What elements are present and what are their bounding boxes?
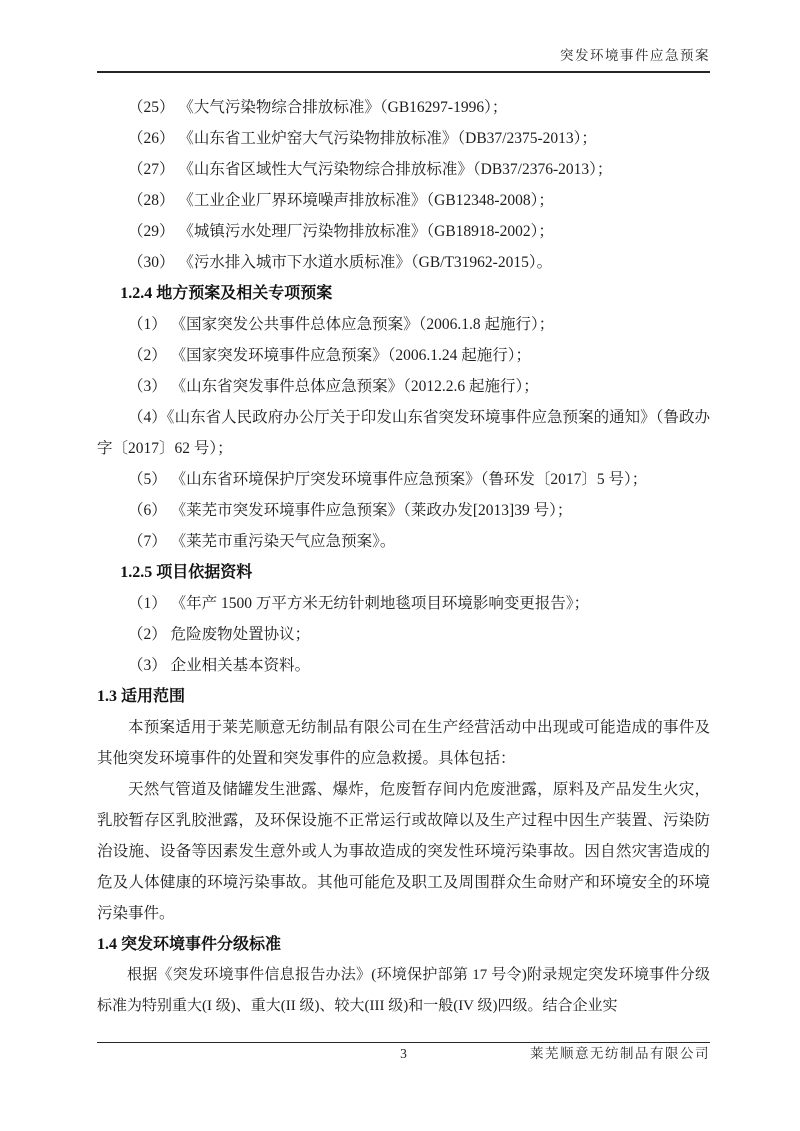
standard-item-28: （28） 《工业企业厂界环境噪声排放标准》（GB12348-2008）； <box>128 192 554 209</box>
section-heading-1-2-4: 1.2.4 地方预案及相关专项预案 <box>120 285 333 302</box>
document-body <box>97 92 710 1022</box>
standard-item-26: （26） 《山东省工业炉窑大气污染物排放标准》（DB37/2375-2013）； <box>128 130 597 147</box>
standard-item-29: （29） 《城镇污水处理厂污染物排放标准》（GB18918-2002）； <box>128 223 554 240</box>
section-heading-1-2-5: 1.2.5 项目依据资料 <box>120 564 253 581</box>
standard-item-25: （25） 《大气污染物综合排放标准》（GB16297-1996）； <box>128 99 508 116</box>
header-rule <box>97 71 710 73</box>
local-plan-item-5: （5） 《山东省环境保护厅突发环境事件应急预案》（鲁环发〔2017〕5 号）； <box>128 471 648 488</box>
local-plan-item-3: （3） 《山东省突发事件总体应急预案》（2012.2.6 起施行）； <box>128 378 539 395</box>
project-ref-item-3: （3） 企业相关基本资料。 <box>128 657 311 674</box>
local-plan-item-4: （4）《山东省人民政府办公厅关于印发山东省突发环境事件应急预案的通知》（鲁政办字〔2017〕62 号）； <box>97 409 710 457</box>
local-plan-item-1: （1） 《国家突发公共事件总体应急预案》（2006.1.8 起施行）； <box>128 316 555 333</box>
section-heading-1-3: 1.3 适用范围 <box>97 688 186 705</box>
local-plan-item-2: （2） 《国家突发环境事件应急预案》（2006.1.24 起施行）； <box>128 347 532 364</box>
local-plan-item-7: （7） 《莱芜市重污染天气应急预案》。 <box>128 533 396 550</box>
page-header <box>97 44 710 73</box>
header-title: 突发环境事件应急预案 <box>560 48 710 63</box>
standard-item-27: （27） 《山东省区域性大气污染物综合排放标准》（DB37/2376-2013）； <box>128 161 613 178</box>
section-heading-1-4: 1.4 突发环境事件分级标准 <box>97 936 282 953</box>
page-number: 3 <box>400 1046 407 1061</box>
footer-company: 莱芜顺意无纺制品有限公司 <box>530 1046 710 1061</box>
project-ref-item-2: （2） 危险废物处置协议； <box>128 626 311 643</box>
grading-paragraph: 根据《突发环境事件信息报告办法》(环境保护部第 17 号令)附录规定突发环境事件分级标准为特别重大(I 级)、重大(II 级)、较大(III 级)和一般(IV 级)四级。结合企业实 <box>97 967 710 1014</box>
standard-item-30: （30） 《污水排入城市下水道水质标准》（GB/T31962-2015）。 <box>128 254 553 271</box>
local-plan-item-6: （6） 《莱芜市突发环境事件应急预案》（莱政办发[2013]39 号）； <box>128 502 573 519</box>
footer-row <box>97 1043 710 1067</box>
project-ref-item-1: （1） 《年产 1500 万平方米无纺针刺地毯项目环境影响变更报告》； <box>128 595 590 612</box>
scope-paragraph-1: 本预案适用于莱芜顺意无纺制品有限公司在生产经营活动中出现或可能造成的事件及其他突发环境事件的处置和突发事件的应急救援。具体包括： <box>97 719 710 767</box>
page-footer <box>97 1042 710 1067</box>
scope-paragraph-2: 天然气管道及储罐发生泄露、爆炸，危废暂存间内危废泄露，原料及产品发生火灾，乳胶暂存区乳胶泄露，及环保设施不正常运行或故障以及生产过程中因生产装置、污染防治设施、设备等因素发生意外或人为事故造成的突发性环境污染事故。因自然灾害造成的危及人体健康的环境污染事故。其他可能危及职工及周围群众生命财产和环境安全的环境污染事件。 <box>97 781 710 922</box>
